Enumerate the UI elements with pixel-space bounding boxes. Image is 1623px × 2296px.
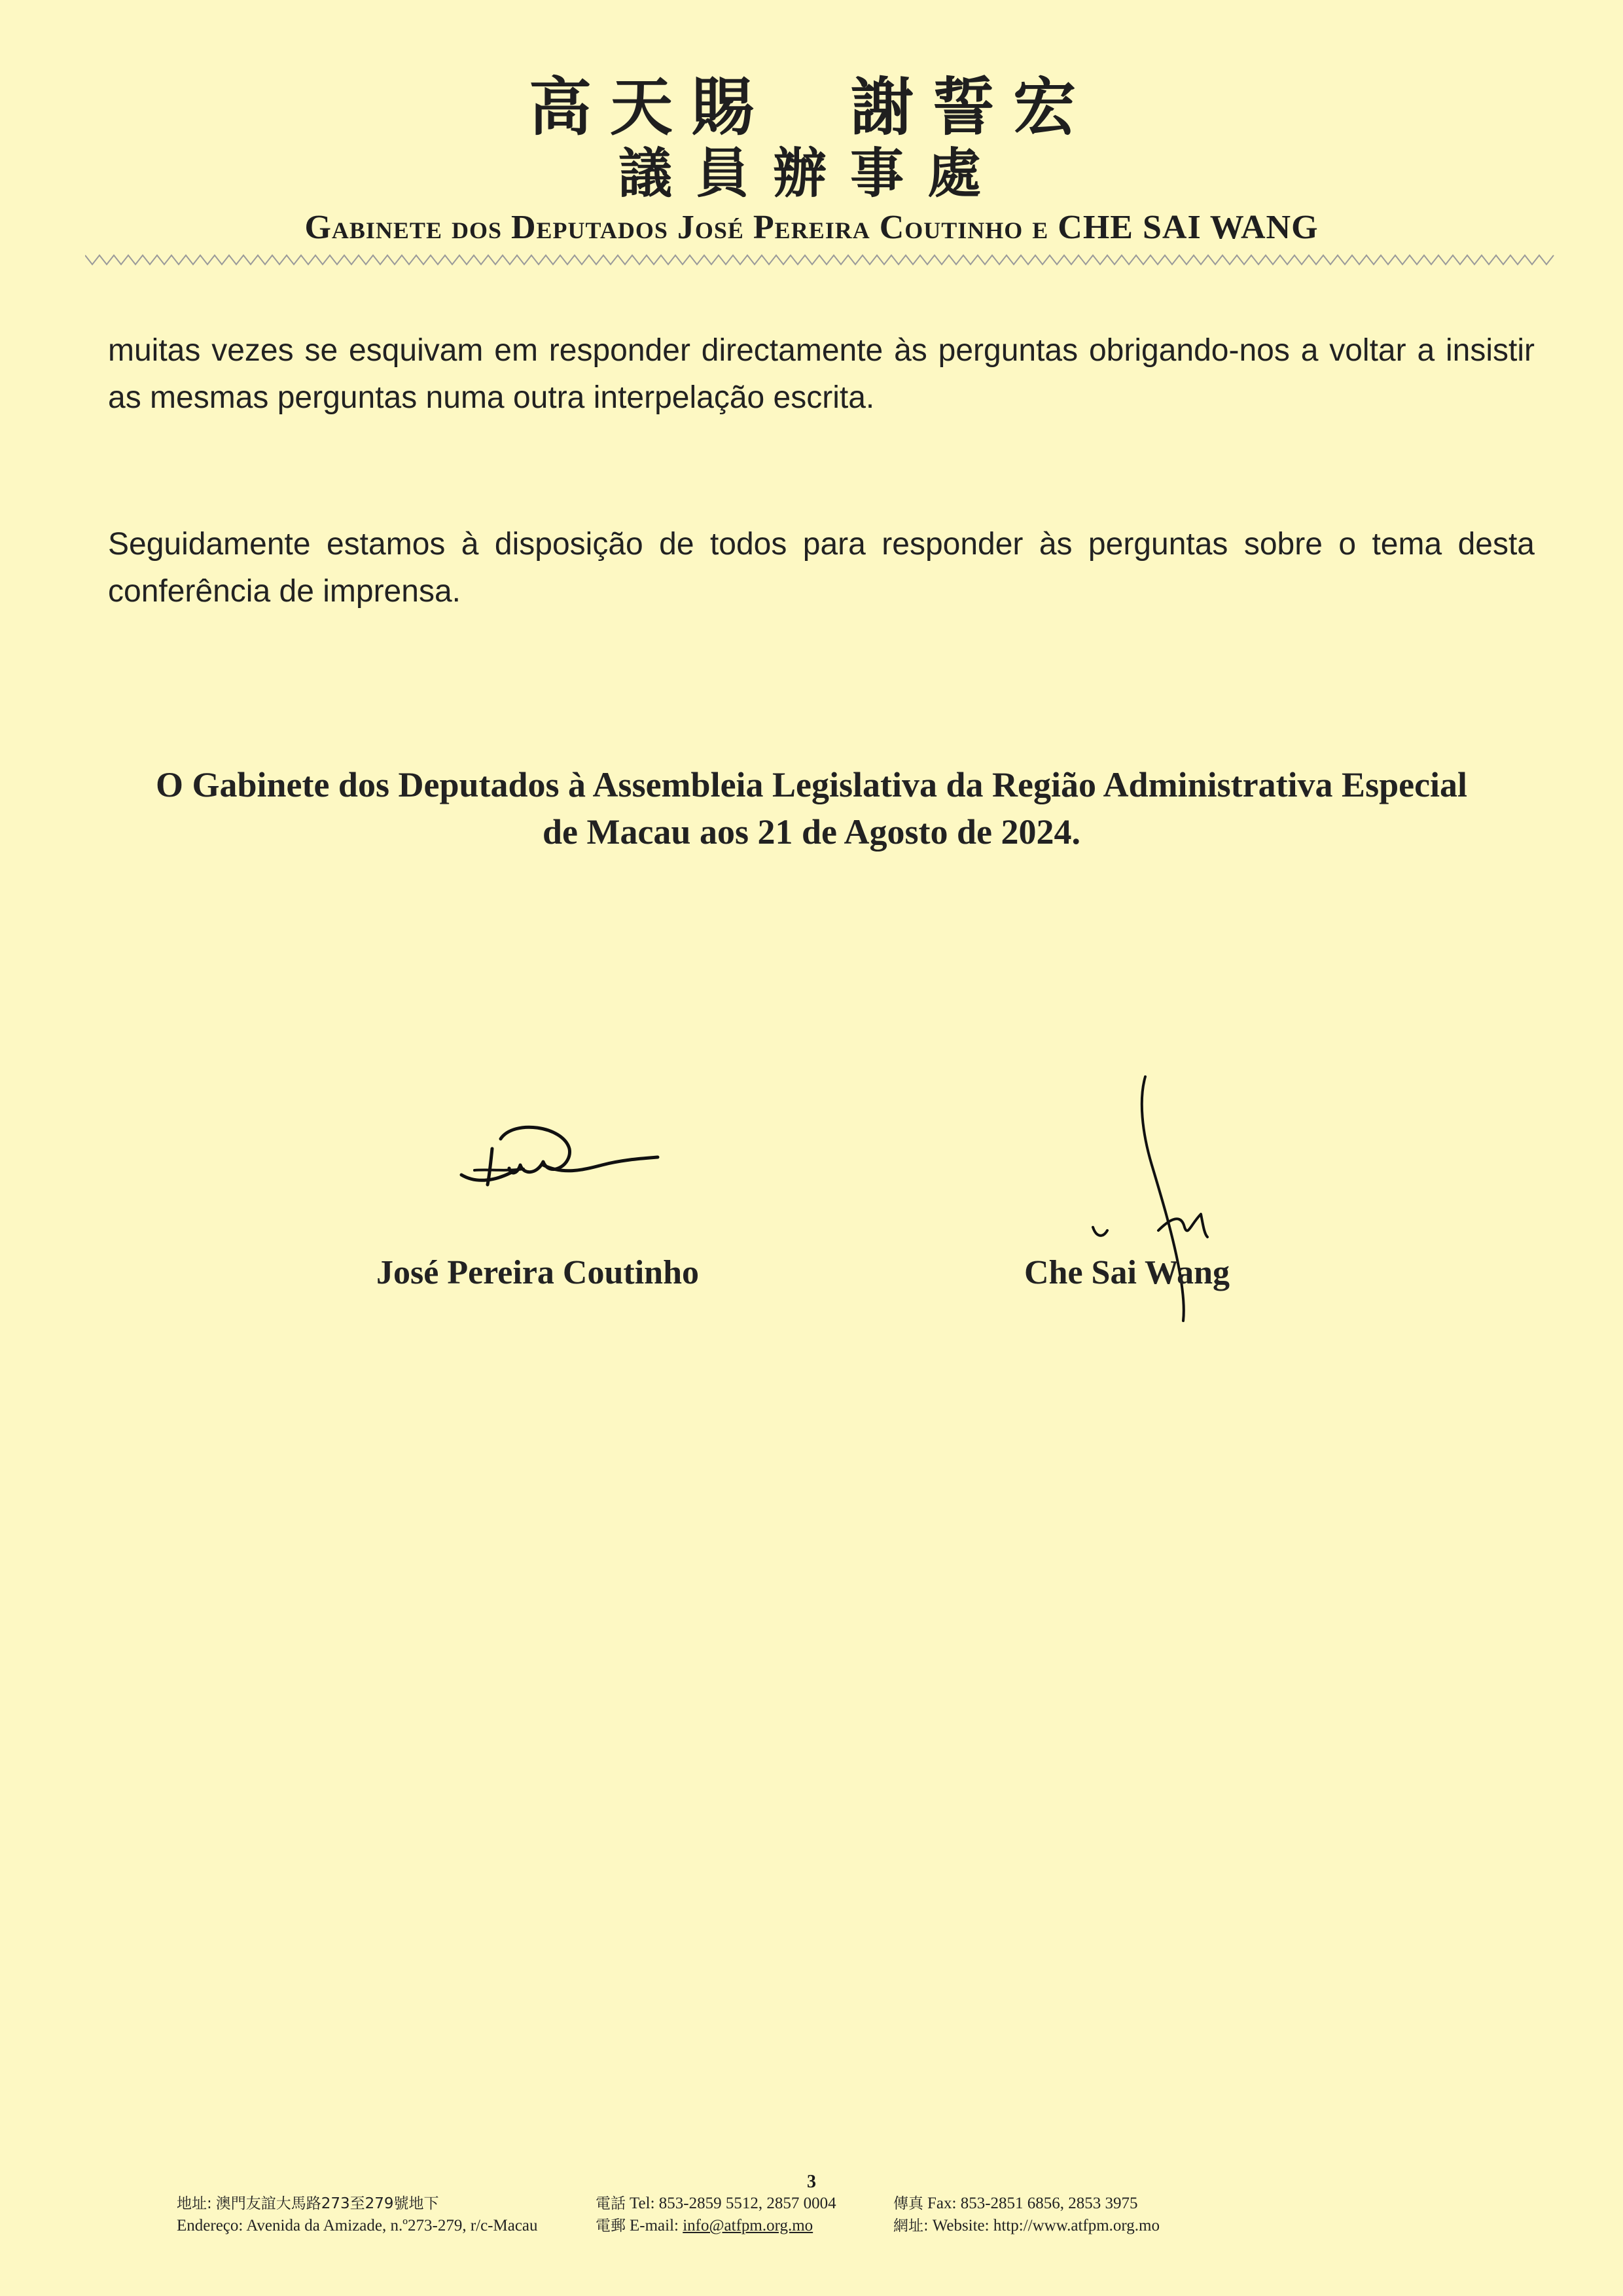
tel-numbers: Tel: 853-2859 5512, 2857 0004: [630, 2195, 836, 2212]
body-paragraph-2: Seguidamente estamos à disposição de todos para responder às perguntas sobre o tema desta conferência de imprensa.: [108, 527, 1535, 609]
web-label-cn: 網址:: [893, 2217, 929, 2234]
deputy-name-cn-right: 謝誓宏: [851, 71, 1094, 144]
fax-label-cn: 傳真: [893, 2195, 923, 2212]
footer-address: [177, 2193, 538, 2237]
closing-statement: [98, 761, 1525, 855]
email-prefix: E-mail:: [630, 2217, 679, 2234]
fax-numbers: Fax: 853-2851 6856, 2853 3975: [927, 2195, 1138, 2212]
closing-line-2: de Macau aos 21 de Agosto de 2024.: [543, 812, 1080, 852]
body-paragraph-1: muitas vezes se esquivam em responder directamente às perguntas obrigando-nos a voltar a insistir as mesmas perguntas numa outra interpelação escrita.: [108, 333, 1535, 415]
office-title-chinese: 議員辦事處: [618, 143, 1005, 205]
footer-fax-web: [893, 2193, 1160, 2237]
address-label-cn: 地址:: [177, 2195, 212, 2212]
header-divider: [85, 253, 1558, 267]
signatory-name-right: Che Sai Wang: [1024, 1254, 1230, 1291]
address-cn: 澳門友誼大馬路273至279號地下: [215, 2195, 439, 2212]
website-link[interactable]: Website: http://www.atfpm.org.mo: [932, 2217, 1160, 2234]
closing-line-1: O Gabinete dos Deputados à Assembleia Legislativa da Região Administrativa Especial: [155, 765, 1468, 804]
signatory-name-left: José Pereira Coutinho: [376, 1254, 699, 1291]
email-label-cn: 電郵: [596, 2217, 626, 2234]
deputy-name-cn-left: 高天賜: [529, 71, 772, 144]
office-title-portuguese: Gabinete dos Deputados José Pereira Coutinho e CHE SAI WANG: [304, 209, 1319, 246]
page-number: 3: [807, 2172, 816, 2192]
email-link[interactable]: info@atfpm.org.mo: [683, 2217, 813, 2234]
signature-jose-pereira-coutinho: [452, 1113, 661, 1198]
address-pt: Endereço: Avenida da Amizade, n.º273-279, r/c-Macau: [177, 2217, 538, 2234]
footer-contact: [596, 2193, 836, 2237]
tel-label-cn: 電話: [596, 2195, 626, 2212]
